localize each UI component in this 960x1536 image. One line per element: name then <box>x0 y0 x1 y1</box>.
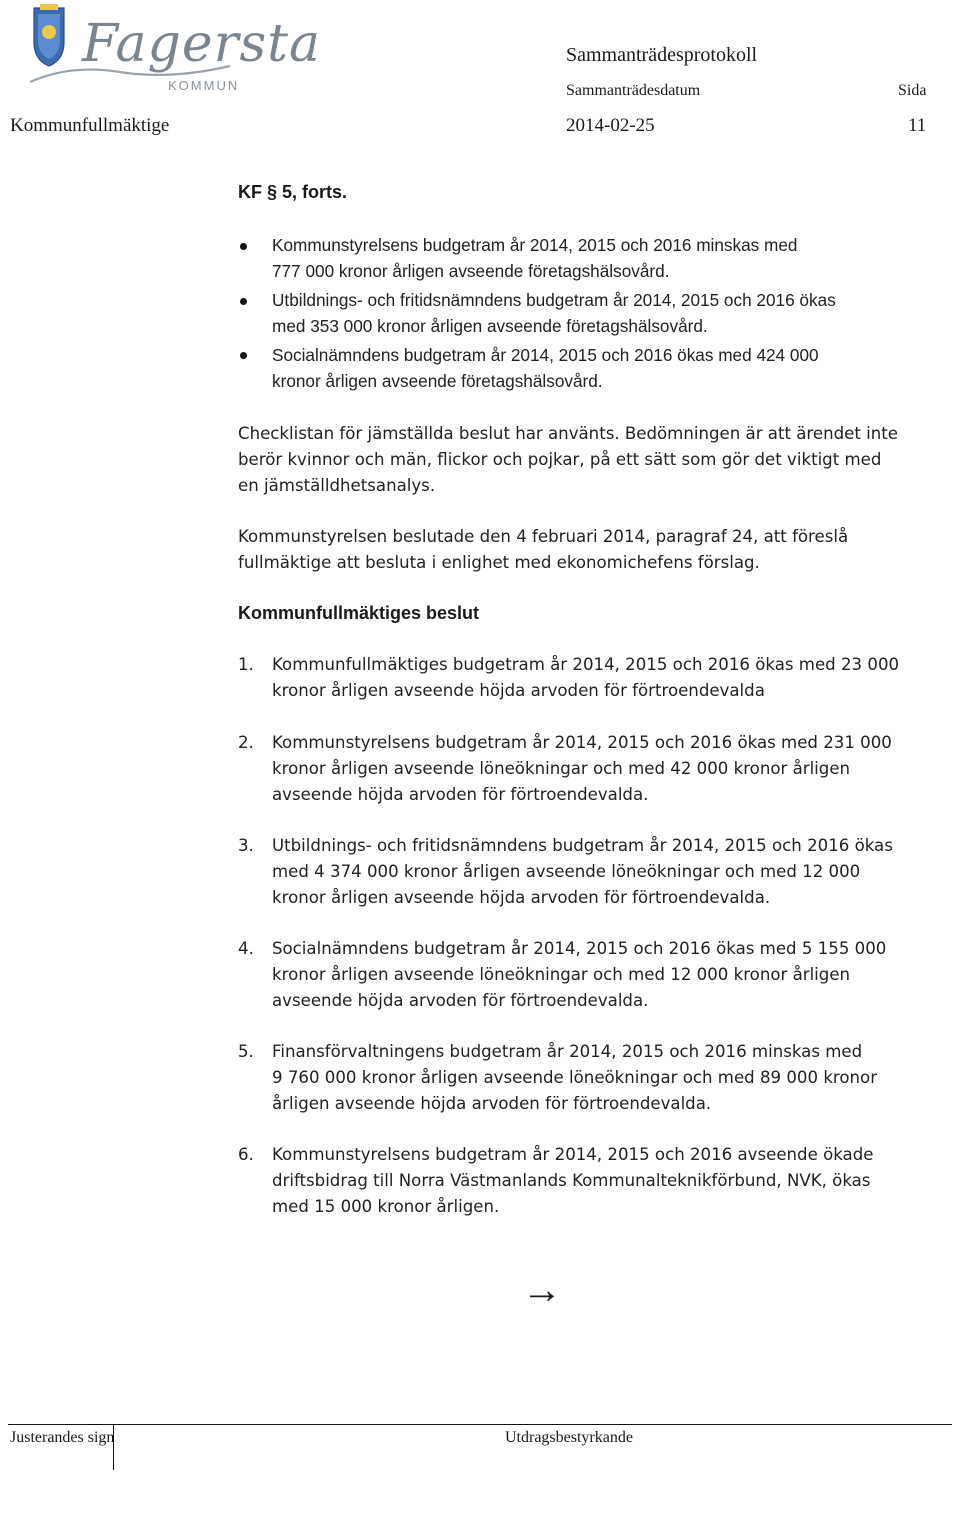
document-type: Sammanträdesprotokoll <box>566 44 758 66</box>
paragraph-line: en jämställdhetsanalys. <box>238 475 436 495</box>
decision-line: Socialnämndens budgetram år 2014, 2015 och 2016 ökas med 5 155 000 <box>272 939 887 958</box>
meeting-date: 2014-02-25 <box>566 115 655 136</box>
decision-heading: Kommunfullmäktiges beslut <box>238 603 480 623</box>
decision-line: driftsbidrag till Norra Västmanlands Kommunalteknikförbund, NVK, ökas <box>272 1170 871 1190</box>
bullet-line: med 353 000 kronor årligen avseende företagshälsovård. <box>272 315 708 336</box>
bullet-icon <box>240 298 247 305</box>
footer-divider <box>8 1424 952 1425</box>
footer-divider-vertical <box>113 1424 114 1470</box>
decision-number: 2. <box>238 733 254 752</box>
decision-line: årligen avseende höjda arvoden för förtroendevalda. <box>272 1093 712 1113</box>
decision-line: Utbildnings- och fritidsnämndens budgetram år 2014, 2015 och 2016 ökas <box>272 836 893 855</box>
paragraph-line: berör kvinnor och män, flickor och pojkar, på ett sätt som gör det viktigt med <box>238 449 882 469</box>
bullet-item <box>272 233 942 285</box>
footer-sign-label: Justerandes sign <box>10 1429 115 1446</box>
bullet-line: Kommunstyrelsens budgetram år 2014, 2015 och 2016 minskas med <box>272 235 798 255</box>
decision-number: 3. <box>238 836 254 855</box>
decision-line: Finansförvaltningens budgetram år 2014, 2015 och 2016 minskas med <box>272 1042 863 1061</box>
paragraph-line: Kommunstyrelsen beslutade den 4 februari 2014, paragraf 24, att föreslå <box>238 527 849 546</box>
continue-arrow-icon: → <box>522 1267 562 1312</box>
decision-line: avseende höjda arvoden för förtroendevalda. <box>272 784 649 804</box>
bullet-icon <box>240 243 247 250</box>
logo-wordmark: Fagersta <box>82 14 322 74</box>
body-name: Kommunfullmäktige <box>10 115 170 136</box>
bullet-item <box>272 343 942 395</box>
decision-number: 5. <box>238 1042 254 1061</box>
decision-line: Kommunfullmäktiges budgetram år 2014, 2015 och 2016 ökas med 23 000 <box>272 655 900 674</box>
bullet-icon <box>240 352 247 359</box>
paragraph-line: Checklistan för jämställda beslut har använts. Bedömningen är att ärendet inte <box>238 424 898 443</box>
decision-number: 6. <box>238 1145 254 1164</box>
bullet-line: 777 000 kronor årligen avseende företagshälsovård. <box>272 260 670 281</box>
bullet-line: Utbildnings- och fritidsnämndens budgetram år 2014, 2015 och 2016 ökas <box>272 290 836 310</box>
page-number: 11 <box>908 115 927 136</box>
decision-line: avseende höjda arvoden för förtroendevalda. <box>272 990 649 1010</box>
decision-line: Kommunstyrelsens budgetram år 2014, 2015 och 2016 avseende ökade <box>272 1145 874 1164</box>
date-label: Sammanträdesdatum <box>566 82 701 99</box>
bullet-line: kronor årligen avseende företagshälsovård. <box>272 370 603 391</box>
paragraph-line: fullmäktige att besluta i enlighet med ekonomichefens förslag. <box>238 552 760 572</box>
decision-line: kronor årligen avseende löneökningar och med 42 000 kronor årligen <box>272 758 851 778</box>
decision-list <box>0 652 960 1232</box>
paragraph-checklist <box>238 421 943 498</box>
decision-number: 4. <box>238 939 254 958</box>
logo-subtitle: KOMMUN <box>168 78 240 93</box>
paragraph-ks-decision <box>238 524 943 576</box>
section-title: KF § 5, forts. <box>238 182 348 202</box>
decision-number: 1. <box>238 655 254 674</box>
decision-line: Kommunstyrelsens budgetram år 2014, 2015 och 2016 ökas med 231 000 <box>272 733 892 752</box>
decision-line: kronor årligen avseende höjda arvoden för förtroendevalda. <box>272 887 771 907</box>
bullet-item <box>272 288 942 340</box>
page-label: Sida <box>898 82 927 99</box>
bullet-line: Socialnämndens budgetram år 2014, 2015 och 2016 ökas med 424 000 <box>272 345 819 365</box>
footer-certify-label: Utdragsbestyrkande <box>505 1429 633 1446</box>
decision-line: 9 760 000 kronor årligen avseende löneökningar och med 89 000 kronor <box>272 1067 878 1087</box>
municipality-logo <box>10 4 322 104</box>
decision-line: med 15 000 kronor årligen. <box>272 1196 500 1216</box>
decision-line: kronor årligen avseende löneökningar och med 12 000 kronor årligen <box>272 964 851 984</box>
decision-line: kronor årligen avseende höjda arvoden för förtroendevalda <box>272 680 765 700</box>
decision-line: med 4 374 000 kronor årligen avseende löneökningar och med 12 000 <box>272 861 861 881</box>
